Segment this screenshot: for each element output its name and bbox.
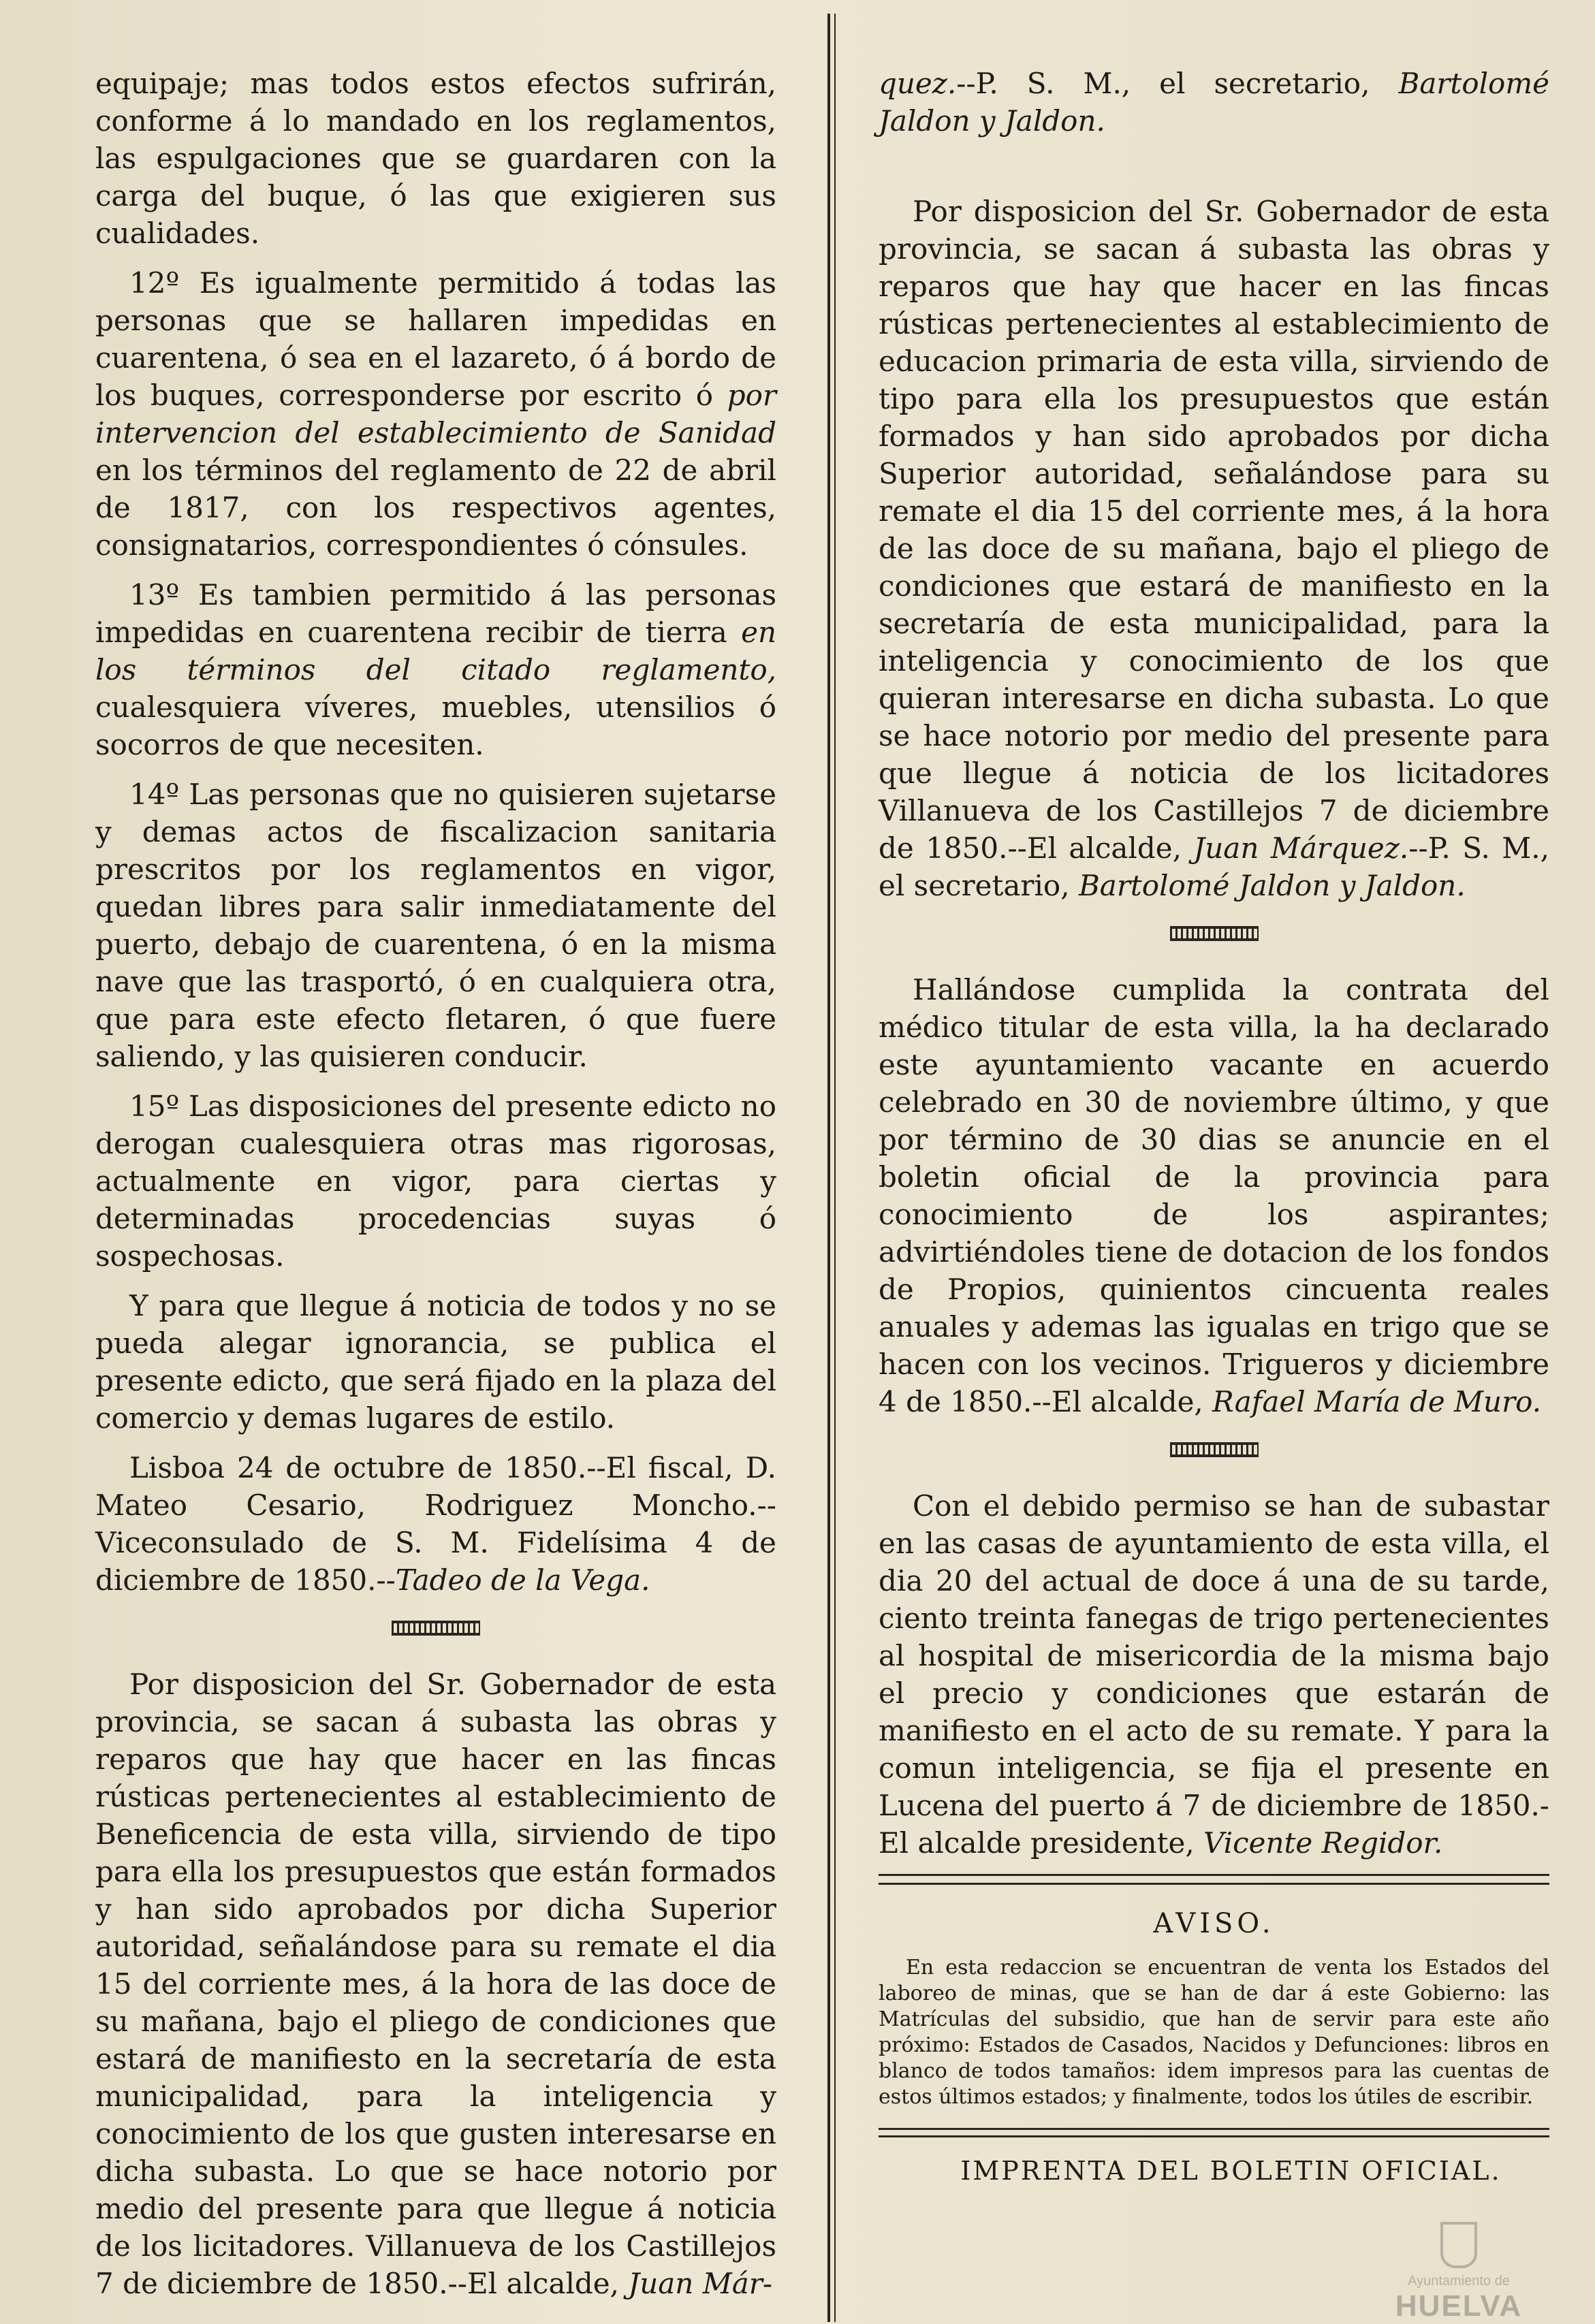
ornament-divider <box>392 1621 480 1636</box>
edict-closing: Y para que llegue á noticia de todos y no se pueda alegar ignorancia, se publica el presente edicto, que será fijado en la plaza del comercio y demas lugares de estilo. <box>95 1289 776 1435</box>
left-column <box>95 65 776 2314</box>
column-divider-thin <box>834 14 836 2322</box>
wheat-auction-notice: Con el debido permiso se han de subastar en las casas de ayuntamiento de esta villa, el dia 20 del actual de doce á una de su tarde, ciento treinta fanegas de trigo pertenecientes al hospital de misericordia de la misma bajo el precio y condiciones que estarán de manifiesto en el acto de su remate. Y para la comun inteligencia, se fija el presente en Lucena del puerto á 7 de diciembre de 1850.-El alcalde presidente, Vicente Regidor. <box>879 1489 1549 1860</box>
edict-signature: Lisboa 24 de octubre de 1850.--El fiscal, D. Mateo Cesario, Rodriguez Moncho.--Viceconsulado de S. M. Fidelísima 4 de diciembre de 1850.--Tadeo de la Vega. <box>95 1451 776 1597</box>
paragraph-continuation: equipaje; mas todos estos efectos sufrirán, conforme á lo mandado en los reglamentos, las espulgaciones que se guardaren con la carga del buque, ó las que exigieren sus cualidades. <box>95 67 776 250</box>
ornament-divider <box>1170 926 1259 941</box>
column-divider <box>827 14 830 2322</box>
article-12: 12º Es igualmente permitido á todas las personas que se hallaren impedidas en cuarentena, ó sea en el lazareto, ó á bordo de los buques, corresponderse por escrito ó por intervencion del establecimiento de Sanidad en los términos del reglamento de 22 de abril de 1817, con los respectivos agentes, consignatarios, correspondientes ó cónsules. <box>95 266 776 562</box>
printer-imprint: IMPRENTA DEL BOLETIN OFICIAL. <box>960 2156 1502 2186</box>
doctor-vacancy-notice: Hallándose cumplida la contrata del médico titular de esta villa, la ha declarado este ayuntamiento vacante en acuerdo celebrado en 30 de noviembre último, y que por término de 30 dias se anuncie en el boletin oficial de la provincia para conocimiento de los aspirantes; advirtiéndoles tiene de dotacion de los fondos de Propios, quinientos cincuenta reales anuales y ademas las igualas en trigo que se hacen con los vecinos. Trigueros y diciembre 4 de 1850.--El alcalde, Rafael María de Muro. <box>879 973 1549 1418</box>
article-15: 15º Las disposiciones del presente edicto no derogan cualesquiera otras mas rigorosas, actualmente en vigor, para ciertas y determinadas procedencias suyas ó sospechosas. <box>95 1089 776 1273</box>
aviso-heading: AVISO. <box>1153 1908 1275 1939</box>
article-number: 12º <box>129 266 180 300</box>
paragraph-continuation-right: quez.--P. S. M., el secretario, Bartolomé Jaldon y Jaldon. <box>879 67 1549 138</box>
watermark-subtitle: Ayuntamiento de <box>1408 2274 1510 2289</box>
auction-notice-educacion: Por disposicion del Sr. Gobernador de esta provincia, se sacan á subasta las obras y reparos que hay que hacer en las fincas rústicas pertenecientes al establecimiento de educacion primaria de esta villa, sirviendo de tipo para ella los presupuestos que están formados y han sido aprobados por dicha Superior autoridad, señalándose para su remate el dia 15 del corriente mes, á la hora de las doce de su mañana, bajo el pliego de condiciones que estará de manifiesto en la secretaría de esta municipalidad, para la inteligencia y conocimiento de los que quieran interesarse en dicha subasta. Lo que se hace notorio por medio del presente para que llegue á noticia de los licitadores Villanueva de los Castillejos 7 de diciembre de 1850.--El alcalde, Juan Márquez.--P. S. M., el secretario, Bartolomé Jaldon y Jaldon. <box>879 195 1550 902</box>
right-column <box>879 65 1549 2190</box>
auction-notice-beneficencia: Por disposicion del Sr. Gobernador de esta provincia, se sacan á subasta las obras y reparos que hay que hacer en las fincas rústicas pertenecientes al establecimiento de Beneficencia de esta villa, sirviendo de tipo para ella los presupuestos que están formados y han sido aprobados por dicha Superior autoridad, señalándose para su remate el dia 15 del corriente mes, á la hora de las doce de su mañana, bajo el pliego de condiciones que estará de manifiesto en la secretaría de esta municipalidad, para la inteligencia y conocimiento de los que gusten interesarse en dicha subasta. Lo que se hace notorio por medio del presente para que llegue á noticia de los licitadores. Villanueva de los Castillejos 7 de diciembre de 1850.--El alcalde, Juan Már- <box>95 1668 776 2300</box>
article-number: 13º <box>129 578 180 611</box>
watermark-logo <box>1377 2222 1541 2323</box>
double-rule <box>879 1874 1549 1885</box>
article-14: 14º Las personas que no quisieren sujetarse y demas actos de fiscalizacion sanitaria prescritos por los reglamentos en vigor, quedan libres para salir inmediatamente del puerto, debajo de cuarentena, ó en la misma nave que las trasportó, ó en cualquiera otra, que para este efecto fletaren, ó que fuere saliendo, y las quisieren conducir. <box>95 778 776 1073</box>
article-number: 14º <box>129 778 180 811</box>
crest-icon <box>1440 2222 1477 2268</box>
article-number: 15º <box>129 1089 180 1123</box>
ornament-divider <box>1170 1442 1259 1457</box>
article-13: 13º Es tambien permitido á las personas impedidas en cuarentena recibir de tierra en los términos del citado reglamento, cualesquiera víveres, muebles, utensilios ó socorros de que necesiten. <box>95 578 776 761</box>
aviso-body: En esta redaccion se encuentran de venta los Estados del laboreo de minas, que se han de dar á este Gobierno: las Matrículas del subsidio, que han de servir para este año próximo: Estados de Casados, Nacidos y Defunciones: libros en blanco de todos tamaños: idem impresos para las cuentas de estos últimos estados; y finalmente, todos los útiles de escribir. <box>879 1956 1549 2109</box>
watermark-title: HUELVA <box>1395 2289 1523 2323</box>
double-rule-bottom <box>879 2128 1549 2137</box>
